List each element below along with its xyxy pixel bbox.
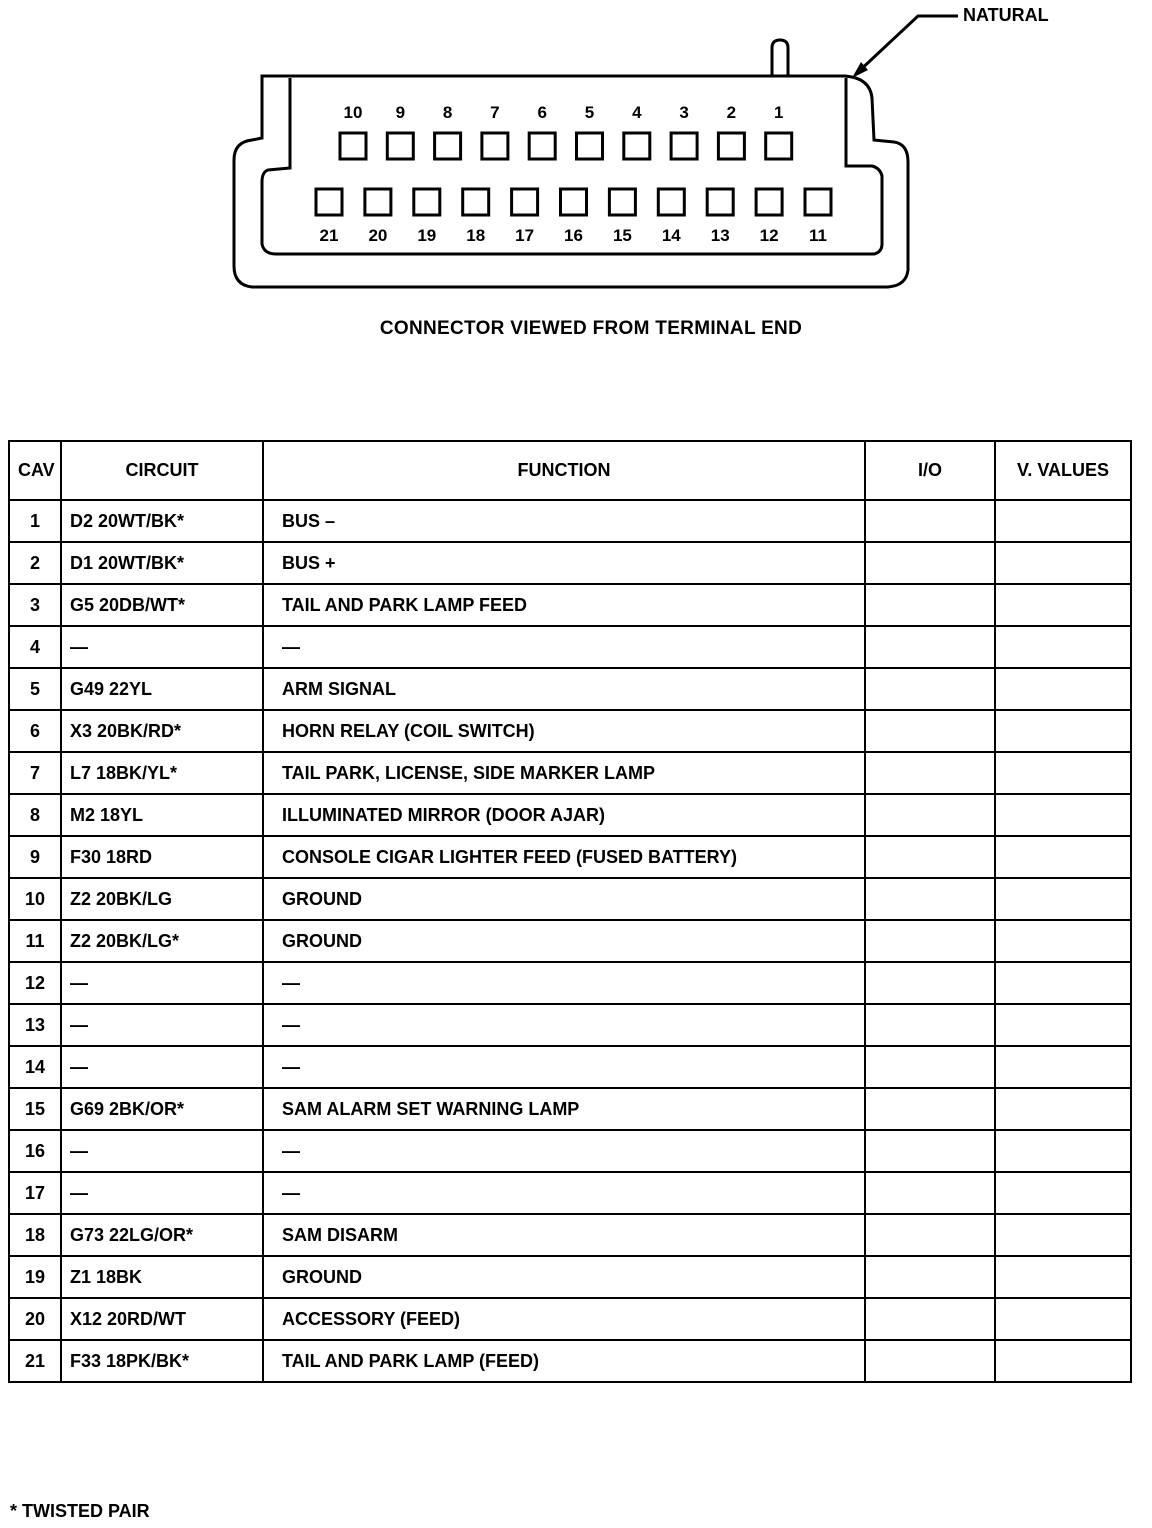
pin-12 <box>756 189 782 245</box>
cell-circuit: X3 20BK/RD* <box>61 710 263 752</box>
pin-number-label: 12 <box>759 226 779 245</box>
cell-v-values <box>995 626 1131 668</box>
cell-v-values <box>995 962 1131 1004</box>
pin-1 <box>766 103 792 159</box>
cell-cav: 13 <box>9 1004 61 1046</box>
table-row <box>9 920 1131 962</box>
cell-cav: 12 <box>9 962 61 1004</box>
table-row <box>9 542 1131 584</box>
cell-circuit: X12 20RD/WT <box>61 1298 263 1340</box>
pin-number-label: 11 <box>809 226 827 245</box>
table-body <box>9 500 1131 1382</box>
cell-circuit: — <box>61 626 263 668</box>
cell-cav: 3 <box>9 584 61 626</box>
pin-7 <box>482 103 508 159</box>
pin-cavity <box>805 189 831 215</box>
cell-circuit: Z2 20BK/LG* <box>61 920 263 962</box>
pin-10 <box>340 103 366 159</box>
table-row <box>9 1298 1131 1340</box>
pin-number-label: 21 <box>319 226 339 245</box>
cell-circuit: L7 18BK/YL* <box>61 752 263 794</box>
pin-17 <box>512 189 538 245</box>
cell-v-values <box>995 1340 1131 1382</box>
cell-function: BUS – <box>263 500 865 542</box>
cell-cav: 18 <box>9 1214 61 1256</box>
pin-9 <box>387 103 413 159</box>
table-row <box>9 1256 1131 1298</box>
cell-cav: 16 <box>9 1130 61 1172</box>
cell-cav: 4 <box>9 626 61 668</box>
pin-cavity <box>482 133 508 159</box>
pin-cavity <box>561 189 587 215</box>
cell-cav: 19 <box>9 1256 61 1298</box>
cell-circuit: F30 18RD <box>61 836 263 878</box>
cell-circuit: Z2 20BK/LG <box>61 878 263 920</box>
pin-cavity <box>624 133 650 159</box>
table-row <box>9 1046 1131 1088</box>
table-row <box>9 1130 1131 1172</box>
cell-function: SAM ALARM SET WARNING LAMP <box>263 1088 865 1130</box>
cell-function: TAIL PARK, LICENSE, SIDE MARKER LAMP <box>263 752 865 794</box>
cell-v-values <box>995 920 1131 962</box>
pin-19 <box>414 189 440 245</box>
pin-cavity <box>316 189 342 215</box>
cell-circuit: — <box>61 1004 263 1046</box>
cell-circuit: M2 18YL <box>61 794 263 836</box>
table-row <box>9 1214 1131 1256</box>
cell-cav: 5 <box>9 668 61 710</box>
table-header-row <box>9 441 1131 500</box>
cell-v-values <box>995 1088 1131 1130</box>
pin-number-label: 8 <box>442 103 453 122</box>
pinout-table <box>8 440 1132 1383</box>
cell-cav: 20 <box>9 1298 61 1340</box>
cell-io <box>865 920 995 962</box>
table-row <box>9 584 1131 626</box>
table-row <box>9 1340 1131 1382</box>
cell-io <box>865 626 995 668</box>
pin-cavity <box>414 189 440 215</box>
table-row <box>9 500 1131 542</box>
pin-13 <box>707 189 733 245</box>
diagram-caption: CONNECTOR VIEWED FROM TERMINAL END <box>379 318 803 339</box>
pin-cavity <box>609 189 635 215</box>
cell-io <box>865 1088 995 1130</box>
cell-cav: 7 <box>9 752 61 794</box>
pin-number-label: 2 <box>726 103 737 122</box>
pin-cavity <box>512 189 538 215</box>
cell-function: GROUND <box>263 1256 865 1298</box>
cell-function: ARM SIGNAL <box>263 668 865 710</box>
pin-18 <box>463 189 489 245</box>
natural-label: NATURAL <box>963 5 1049 25</box>
cell-io <box>865 1046 995 1088</box>
cell-io <box>865 1298 995 1340</box>
cell-function: — <box>263 1172 865 1214</box>
cell-circuit: G5 20DB/WT* <box>61 584 263 626</box>
pin-number-label: 19 <box>417 226 437 245</box>
cell-io <box>865 836 995 878</box>
cell-function: TAIL AND PARK LAMP FEED <box>263 584 865 626</box>
cell-function: BUS + <box>263 542 865 584</box>
cell-function: GROUND <box>263 878 865 920</box>
cell-v-values <box>995 500 1131 542</box>
table-row <box>9 878 1131 920</box>
cell-io <box>865 1172 995 1214</box>
cell-circuit: Z1 18BK <box>61 1256 263 1298</box>
cell-circuit: D2 20WT/BK* <box>61 500 263 542</box>
cell-function: — <box>263 962 865 1004</box>
pin-number-label: 3 <box>679 103 689 122</box>
cell-function: HORN RELAY (COIL SWITCH) <box>263 710 865 752</box>
pin-number-label: 5 <box>584 103 595 122</box>
cell-circuit: F33 18PK/BK* <box>61 1340 263 1382</box>
pin-2 <box>718 103 744 159</box>
table-row <box>9 794 1131 836</box>
pin-cavity <box>718 133 744 159</box>
cell-cav: 9 <box>9 836 61 878</box>
pin-number-label: 20 <box>368 226 388 245</box>
pin-cavity <box>577 133 603 159</box>
pin-8 <box>435 103 461 159</box>
cell-function: ACCESSORY (FEED) <box>263 1298 865 1340</box>
pin-number-label: 14 <box>661 226 681 245</box>
cell-function: SAM DISARM <box>263 1214 865 1256</box>
table-row <box>9 962 1131 1004</box>
cell-circuit: — <box>61 962 263 1004</box>
footnote: * TWISTED PAIR <box>10 1501 150 1521</box>
cell-v-values <box>995 668 1131 710</box>
table-row <box>9 1172 1131 1214</box>
cell-io <box>865 1340 995 1382</box>
table-row <box>9 752 1131 794</box>
cell-io <box>865 1130 995 1172</box>
pin-number-label: 17 <box>515 226 535 245</box>
cell-circuit: G73 22LG/OR* <box>61 1214 263 1256</box>
cell-circuit: D1 20WT/BK* <box>61 542 263 584</box>
cell-v-values <box>995 1130 1131 1172</box>
pin-5 <box>577 103 603 159</box>
table-row <box>9 668 1131 710</box>
pin-number-label: 15 <box>612 226 632 245</box>
pin-number-label: 1 <box>773 103 784 122</box>
cell-io <box>865 668 995 710</box>
cell-v-values <box>995 878 1131 920</box>
table-row <box>9 626 1131 668</box>
cell-io <box>865 878 995 920</box>
pin-cavity <box>671 133 697 159</box>
header-io: I/O <box>865 441 995 500</box>
pin-number-label: 16 <box>564 226 583 245</box>
cell-io <box>865 794 995 836</box>
cell-v-values <box>995 752 1131 794</box>
cell-function: — <box>263 1004 865 1046</box>
top-pin-row <box>340 103 792 159</box>
cell-io <box>865 710 995 752</box>
pin-3 <box>671 103 697 159</box>
cell-function: TAIL AND PARK LAMP (FEED) <box>263 1340 865 1382</box>
cell-io <box>865 962 995 1004</box>
cell-circuit: G49 22YL <box>61 668 263 710</box>
cell-v-values <box>995 1214 1131 1256</box>
cell-io <box>865 1004 995 1046</box>
pin-cavity <box>766 133 792 159</box>
cell-v-values <box>995 794 1131 836</box>
pin-cavity <box>707 189 733 215</box>
cell-cav: 17 <box>9 1172 61 1214</box>
cell-function: — <box>263 1046 865 1088</box>
cell-io <box>865 500 995 542</box>
cell-function: GROUND <box>263 920 865 962</box>
pin-21 <box>316 189 342 245</box>
cell-v-values <box>995 1004 1131 1046</box>
pin-15 <box>609 189 635 245</box>
cell-io <box>865 542 995 584</box>
header-circuit: CIRCUIT <box>61 441 263 500</box>
pin-14 <box>658 189 684 245</box>
cell-io <box>865 1214 995 1256</box>
pin-cavity <box>340 133 366 159</box>
pin-cavity <box>435 133 461 159</box>
pin-number-label: 13 <box>710 226 730 245</box>
pin-6 <box>529 103 555 159</box>
pin-cavity <box>463 189 489 215</box>
cell-function: ILLUMINATED MIRROR (DOOR AJAR) <box>263 794 865 836</box>
cell-io <box>865 584 995 626</box>
table-row <box>9 1004 1131 1046</box>
cell-cav: 11 <box>9 920 61 962</box>
cell-cav: 8 <box>9 794 61 836</box>
header-v-values: V. VALUES <box>995 441 1131 500</box>
cell-function: CONSOLE CIGAR LIGHTER FEED (FUSED BATTERY) <box>263 836 865 878</box>
bottom-pin-row <box>316 189 831 245</box>
pin-20 <box>365 189 391 245</box>
table-row <box>9 1088 1131 1130</box>
cell-circuit: G69 2BK/OR* <box>61 1088 263 1130</box>
cell-v-values <box>995 1172 1131 1214</box>
cell-v-values <box>995 710 1131 752</box>
cell-v-values <box>995 836 1131 878</box>
table-row <box>9 836 1131 878</box>
cell-cav: 10 <box>9 878 61 920</box>
cell-cav: 21 <box>9 1340 61 1382</box>
cell-io <box>865 1256 995 1298</box>
pin-number-label: 4 <box>632 103 642 122</box>
pin-16 <box>561 189 587 245</box>
pin-number-label: 6 <box>537 103 547 122</box>
cell-v-values <box>995 1046 1131 1088</box>
connector-housing <box>234 40 908 287</box>
cell-circuit: — <box>61 1046 263 1088</box>
cell-cav: 15 <box>9 1088 61 1130</box>
pin-cavity <box>658 189 684 215</box>
connector-diagram <box>0 0 1152 300</box>
header-function: FUNCTION <box>263 441 865 500</box>
cell-function: — <box>263 1130 865 1172</box>
pin-number-label: 7 <box>490 103 500 122</box>
cell-cav: 1 <box>9 500 61 542</box>
cell-v-values <box>995 542 1131 584</box>
natural-callout <box>852 5 1049 78</box>
pin-11 <box>805 189 831 245</box>
pin-cavity <box>529 133 555 159</box>
cell-v-values <box>995 1256 1131 1298</box>
pin-cavity <box>387 133 413 159</box>
pin-number-label: 18 <box>466 226 486 245</box>
pin-cavity <box>365 189 391 215</box>
table-row <box>9 710 1131 752</box>
pin-number-label: 9 <box>395 103 406 122</box>
cell-io <box>865 752 995 794</box>
pin-number-label: 10 <box>343 103 363 122</box>
cell-cav: 6 <box>9 710 61 752</box>
cell-circuit: — <box>61 1130 263 1172</box>
cell-v-values <box>995 1298 1131 1340</box>
pin-4 <box>624 103 650 159</box>
cell-circuit: — <box>61 1172 263 1214</box>
pin-cavity <box>756 189 782 215</box>
header-cav: CAV <box>9 441 61 500</box>
cell-cav: 14 <box>9 1046 61 1088</box>
cell-cav: 2 <box>9 542 61 584</box>
cell-function: — <box>263 626 865 668</box>
cell-v-values <box>995 584 1131 626</box>
